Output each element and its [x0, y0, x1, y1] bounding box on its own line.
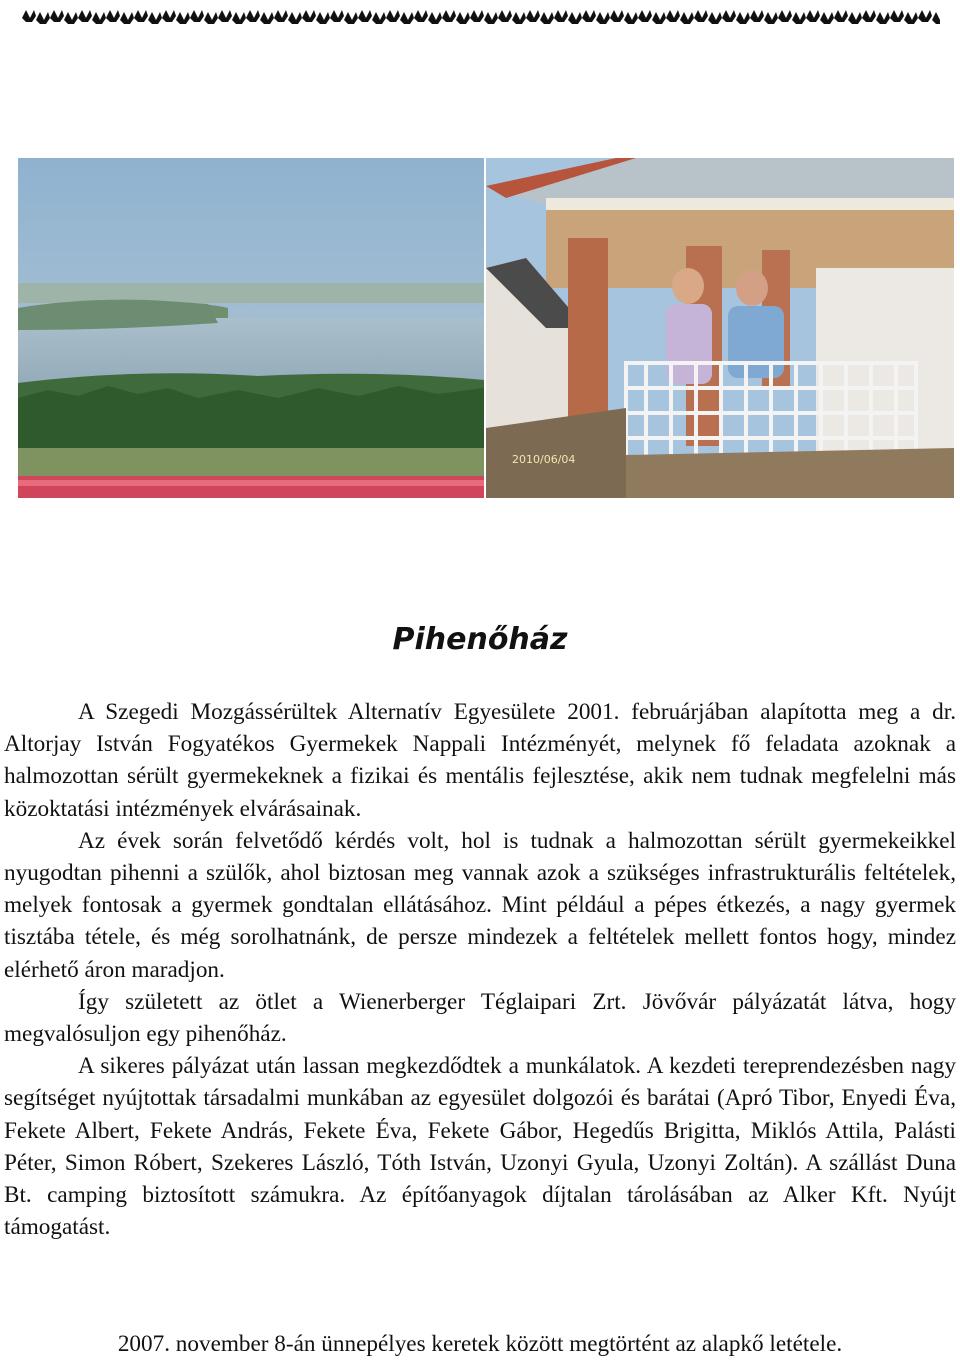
border-motif [288, 12, 302, 24]
border-motif [764, 12, 778, 24]
paragraph-idea: Így született az ötlet a Wienerberger Téglaipari Zrt. Jövővár pályázatát látva, hogy megvalósuljon egy pihenőház. [4, 988, 956, 1048]
border-motif [372, 12, 386, 24]
border-motif [568, 12, 582, 24]
border-motif [36, 12, 50, 24]
border-motif [134, 10, 148, 22]
border-motif [834, 10, 848, 22]
border-motif [232, 12, 246, 24]
border-motif [596, 12, 610, 24]
border-motif [890, 10, 904, 22]
lake-landscape-photo [18, 158, 484, 498]
border-motif [260, 12, 274, 24]
border-motif [806, 10, 820, 22]
border-motif [316, 12, 330, 24]
border-motif [554, 10, 568, 22]
border-motif [918, 10, 932, 22]
border-motif [638, 10, 652, 22]
border-motif [148, 12, 162, 24]
border-motif [414, 10, 428, 22]
border-motif [792, 12, 806, 24]
border-motif [862, 10, 876, 22]
border-motif [344, 12, 358, 24]
border-motif [22, 10, 36, 22]
border-motif [694, 10, 708, 22]
border-motif [652, 12, 666, 24]
border-motif [456, 12, 470, 24]
border-motif [484, 12, 498, 24]
lake-landscape-icon [18, 158, 484, 498]
border-motif [92, 12, 106, 24]
border-motif [876, 12, 890, 24]
border-motif [540, 12, 554, 24]
border-motif [442, 10, 456, 22]
border-motif [358, 10, 372, 22]
border-motif [330, 10, 344, 22]
border-motif [708, 12, 722, 24]
border-motif [120, 12, 134, 24]
closing-line: 2007. november 8-án ünnepélyes keretek között megtörtént az alapkő letétele. [117, 1331, 843, 1357]
border-motif [204, 12, 218, 24]
house-terrace-photo [486, 158, 954, 498]
border-motif [820, 12, 834, 24]
border-motif [722, 10, 736, 22]
border-motif [274, 10, 288, 22]
border-motif [470, 10, 484, 22]
paragraph-question: Az évek során felvetődő kérdés volt, hol is tudnak a halmozottan sérült gyermekeikkel nyugodtan pihenni a szülők, ahol biztosan meg vannak azok a szükséges infrastrukturális feltételek, melyek fontosak a gyermek gondtalan ellátásához. Mint például a pépes étkezés, a nagy gyermek tisztába tétele, és még sorolhatnánk, de persze mindezek a feltételek mellett fontos hogy, mindez elérhető áron maradjon. [4, 827, 956, 983]
border-motif [610, 10, 624, 22]
border-motif [50, 10, 64, 22]
border-motif [904, 12, 918, 24]
border-motif [848, 12, 862, 24]
border-motif [750, 10, 764, 22]
border-motif [582, 10, 596, 22]
paragraph-founding: A Szegedi Mozgássérültek Alternatív Egyesülete 2001. februárjában alapította meg a dr. Altorjay István Fogyatékos Gyermekek Nappali Intézményét, melynek fő feladata azoknak a halmozottan sérült gyermekeknek a fizikai és mentális fejlesztése, akik nem tudnak megfelelni más közoktatási intézmények elvárásainak. [4, 699, 956, 822]
border-motif [386, 10, 400, 22]
border-motif [624, 12, 638, 24]
border-motif [666, 10, 680, 22]
border-motif [106, 10, 120, 22]
border-motif [162, 10, 176, 22]
border-motif [78, 10, 92, 22]
house-photo-icon [486, 158, 954, 498]
paragraph-works: A sikeres pályázat után lassan megkezdődtek a munkálatok. A kezdeti tereprendezésben nagy segítséget nyújtottak társadalmi munkában az egyesület dolgozói és barátai (Apró Tibor, Enyedi Éva, Fekete Albert, Fekete András, Fekete Éva, Fekete Gábor, Hegedűs Brigitta, Miklós Attila, Palásti Péter, Simon Róbert, Szekeres László, Tóth István, Uzonyi Gyula, Uzonyi Zoltán). A szállást Duna Bt. camping biztosított számukra. Az építőanyagok díjtalan tárolásában az Alker Kft. Nyújt támogatást. [4, 1053, 956, 1241]
border-motif [218, 10, 232, 22]
border-motif [428, 12, 442, 24]
decorative-border [22, 6, 940, 32]
border-motif [400, 12, 414, 24]
border-motif [64, 12, 78, 24]
border-motif [498, 10, 512, 22]
border-motif [302, 10, 316, 22]
border-motif [680, 12, 694, 24]
border-motif [778, 10, 792, 22]
photo-timestamp: 2010/06/04 [512, 453, 576, 466]
border-motif [190, 10, 204, 22]
page-title: Pihenőház [392, 622, 568, 657]
border-motif [246, 10, 260, 22]
border-motif [932, 12, 940, 24]
border-motif [512, 12, 526, 24]
border-motif [526, 10, 540, 22]
border-motif [176, 12, 190, 24]
body-text [4, 696, 956, 1243]
border-motif [736, 12, 750, 24]
